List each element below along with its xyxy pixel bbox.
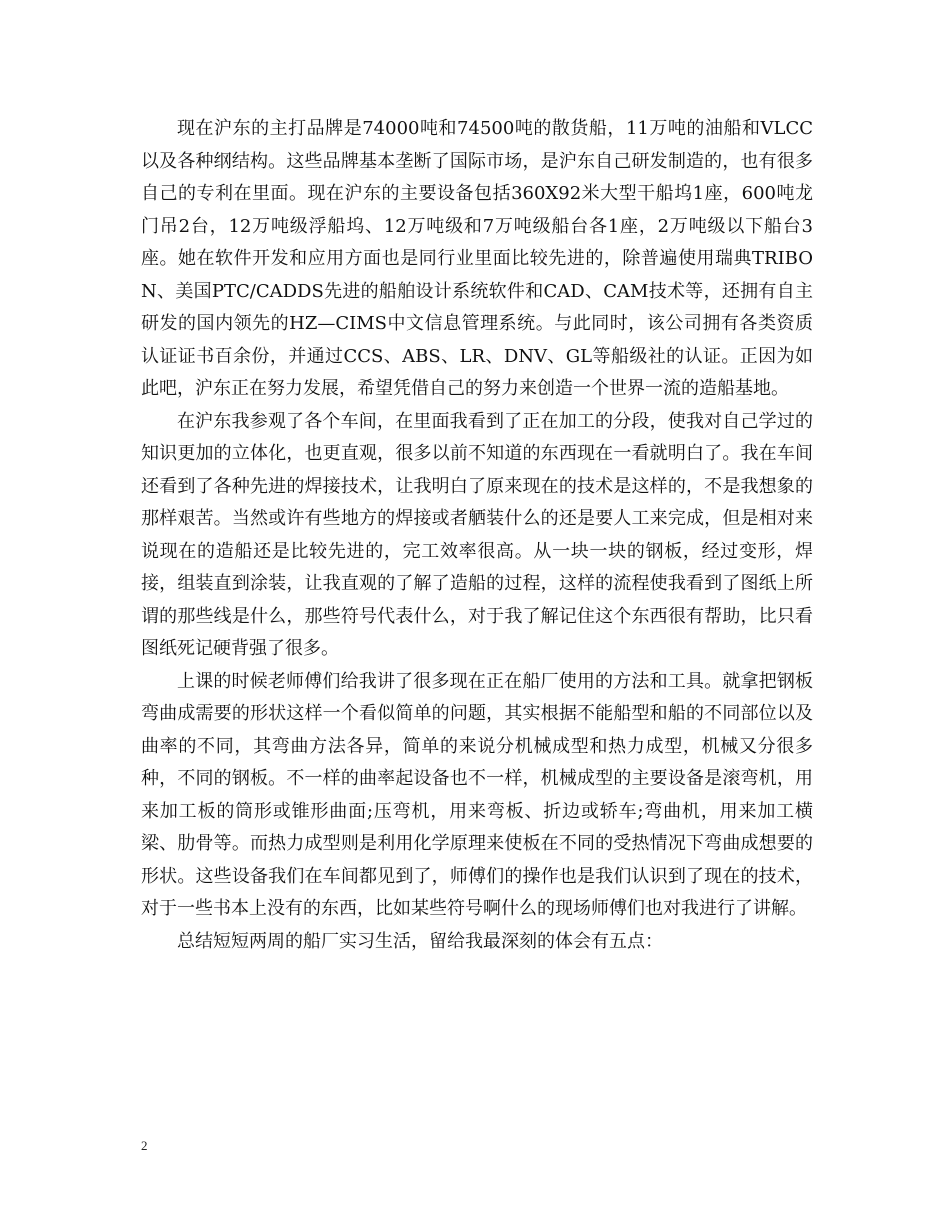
paragraph-1: 现在沪东的主打品牌是74000吨和74500吨的散货船，11万吨的油船和VLCC以及各种纲结构。这些品牌基本垄断了国际市场，是沪东自己研发制造的，也有很多自己的专利在里面。现在沪东的主要设备包括360X92米大型干船坞1座，600吨龙门吊2台，12万吨级浮船坞、12万吨级和7万吨级船台各1座，2万吨级以下船台3座。她在软件开发和应用方面也是同行业里面比较先进的，除普遍使用瑞典TRIBON、美国PTC/CADDS先进的船舶设计系统软件和CAD、CAM技术等，还拥有自主研发的国内领先的HZ—CIMS中文信息管理系统。与此同时，该公司拥有各类资质认证证书百余份，并通过CCS、ABS、LR、DNV、GL等船级社的认证。正因为如此吧，沪东正在努力发展，希望凭借自己的努力来创造一个世界一流的造船基地。 bbox=[141, 118, 813, 399]
paragraph-4: 总结短短两周的船厂实习生活，留给我最深刻的体会有五点： bbox=[177, 930, 663, 952]
body-text bbox=[141, 113, 813, 958]
paragraph-2: 在沪东我参观了各个车间，在里面我看到了正在加工的分段，使我对自己学过的知识更加的立体化，也更直观，很多以前不知道的东西现在一看就明白了。我在车间还看到了各种先进的焊接技术，让我明白了原来现在的技术是这样的，不是我想象的那样艰苦。当然或许有些地方的焊接或者舾装什么的还是要人工来完成，但是相对来说现在的造船还是比较先进的，完工效率很高。从一块一块的钢板，经过变形，焊接，组装直到涂装，让我直观的了解了造船的过程，这样的流程使我看到了图纸上所谓的那些线是什么，那些符号代表什么，对于我了解记住这个东西很有帮助，比只看图纸死记硬背强了很多。 bbox=[141, 410, 813, 659]
page-number: 2 bbox=[141, 1138, 148, 1153]
paragraph-3: 上课的时候老师傅们给我讲了很多现在正在船厂使用的方法和工具。就拿把钢板弯曲成需要的形状这样一个看似简单的问题，其实根据不能船型和船的不同部位以及曲率的不同，其弯曲方法各异，简单的来说分机械成型和热力成型，机械又分很多种，不同的钢板。不一样的曲率起设备也不一样，机械成型的主要设备是滚弯机，用来加工板的筒形或锥形曲面;压弯机，用来弯板、折边或轿车;弯曲机，用来加工横梁、肋骨等。而热力成型则是利用化学原理来使板在不同的受热情况下弯曲成想要的形状。这些设备我们在车间都见到了，师傅们的操作也是我们认识到了现在的技术，对于一些书本上没有的东西，比如某些符号啊什么的现场师傅们也对我进行了讲解。 bbox=[141, 670, 813, 919]
